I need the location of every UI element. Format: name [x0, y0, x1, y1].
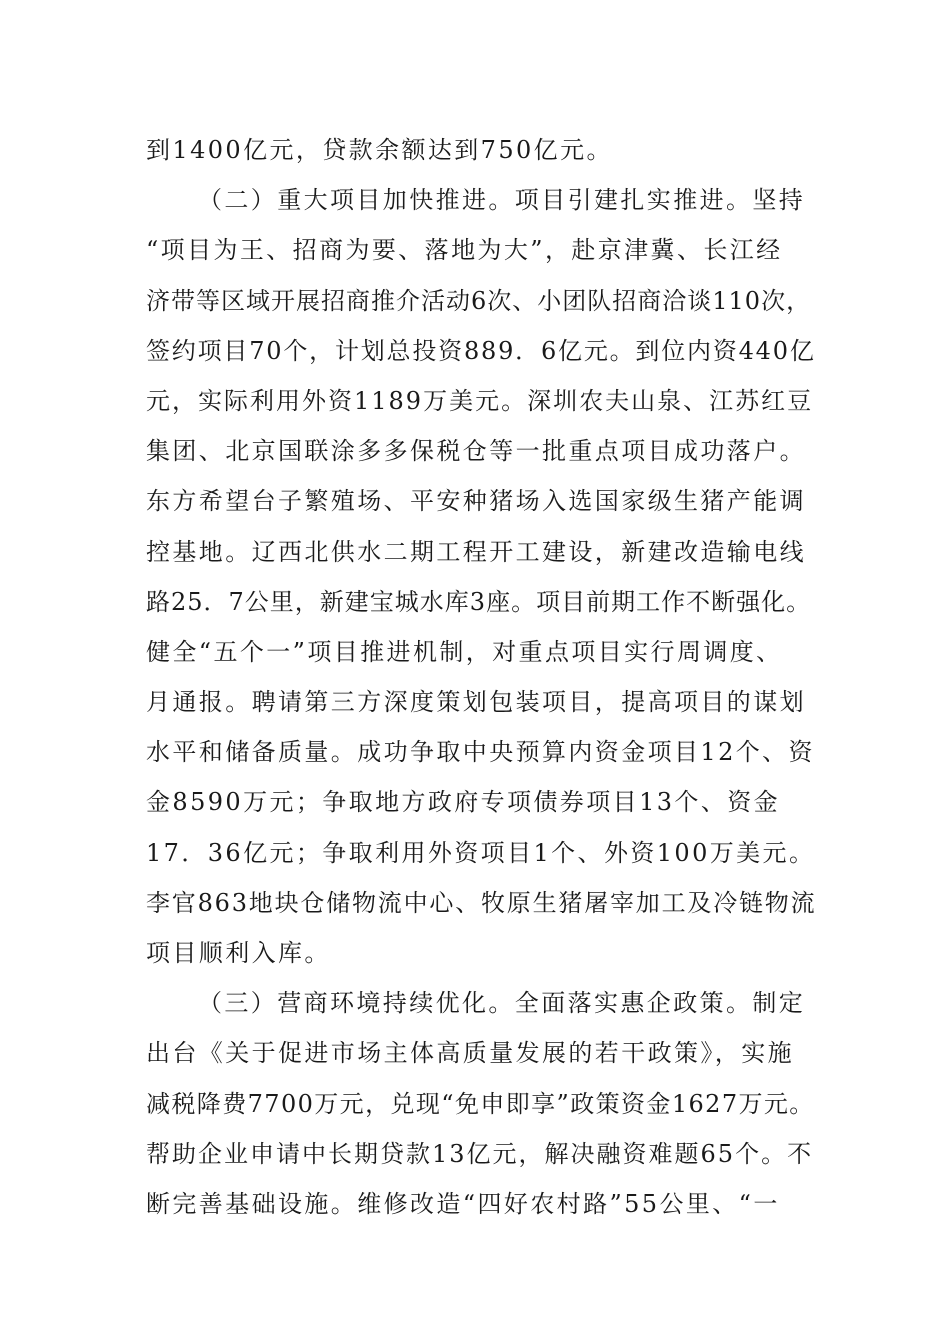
text-line: “项目为王、招商为要、落地为大”，赴京津冀、长江经	[146, 236, 783, 265]
text-line: 断完善基础设施。维修改造“四好农村路”55公里、“一	[146, 1189, 780, 1218]
text-line: 东方希望台子繁殖场、平安种猪场入选国家级生猪产能调	[146, 487, 806, 516]
text-line: 李官863地块仓储物流中心、牧原生猪屠宰加工及冷链物流	[146, 888, 817, 917]
text-line: 签约项目70个，计划总投资889．6亿元。到位内资440亿	[146, 336, 816, 365]
text-line: 到1400亿元，贷款余额达到750亿元。	[146, 136, 613, 164]
paragraph-heading-line: （三）营商环境持续优化。全面落实惠企政策。制定	[198, 989, 806, 1018]
text-line: 帮助企业申请中长期贷款13亿元，解决融资难题65个。不	[146, 1139, 814, 1168]
text-line: 17．36亿元；争取利用外资项目1个、外资100万美元。	[146, 838, 816, 867]
text-line: 集团、北京国联涂多多保税仓等一批重点项目成功落户。	[146, 437, 806, 466]
text-line: 月通报。聘请第三方深度策划包装项目，提高项目的谋划	[146, 688, 806, 717]
text-line: 减税降费7700万元，兑现“免申即享”政策资金1627万元。	[146, 1089, 815, 1118]
text-line: 金8590万元；争取地方政府专项债券项目13个、资金	[146, 788, 781, 817]
text-line: 健全“五个一”项目推进机制，对重点项目实行周调度、	[146, 637, 783, 666]
text-line: 元，实际利用外资1189万美元。深圳农夫山泉、江苏红豆	[146, 386, 814, 415]
text-line: 出台《关于促进市场主体高质量发展的若干政策》，实施	[146, 1039, 794, 1068]
paragraph-heading-line: （二）重大项目加快推进。项目引建扎实推进。坚持	[198, 186, 806, 215]
text-line: 控基地。辽西北供水二期工程开工建设，新建改造输电线	[146, 537, 806, 566]
document-body	[146, 125, 816, 1229]
text-line: 项目顺利入库。	[146, 939, 331, 967]
text-line: 路25．7公里，新建宝城水库3座。项目前期工作不断强化。	[146, 587, 812, 616]
text-line: 水平和储备质量。成功争取中央预算内资金项目12个、资	[146, 738, 815, 767]
text-line: 济带等区域开展招商推介活动6次、小团队招商洽谈110次，	[146, 286, 812, 315]
